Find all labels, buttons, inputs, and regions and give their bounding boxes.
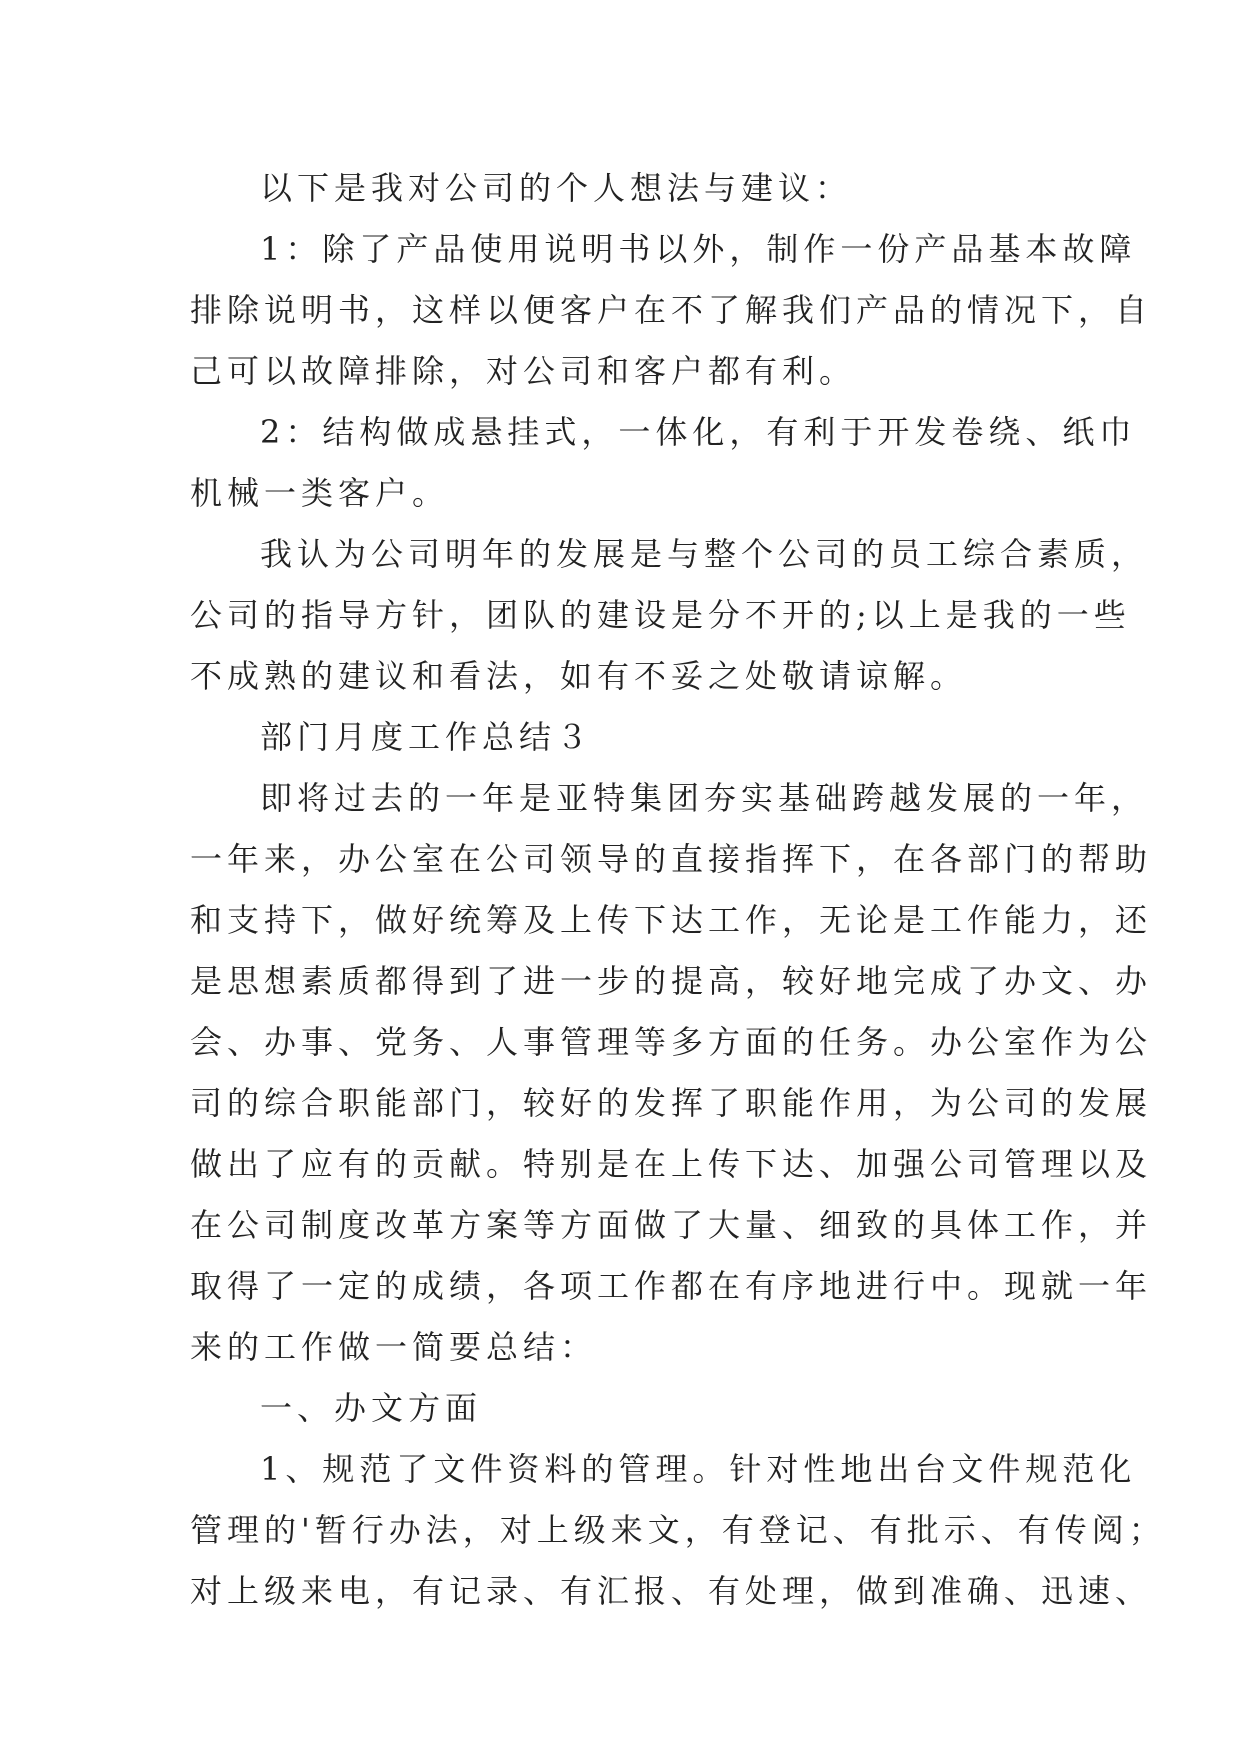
summary-paragraph-line: 即将过去的一年是亚特集团夯实基础跨越发展的一年， [260, 779, 1149, 817]
suggestion-1-line: 己可以故障排除，对公司和客户都有利。 [190, 352, 857, 390]
suggestion-1-line: 1：除了产品使用说明书以外，制作一份产品基本故障 [260, 230, 1137, 268]
suggestion-2-line: 机械一类客户。 [190, 474, 450, 512]
conclusion-paragraph-line: 公司的指导方针，团队的建设是分不开的;以上是我的一些 [190, 596, 1131, 634]
summary-paragraph-line: 会、办事、党务、人事管理等多方面的任务。办公室作为公 [190, 1023, 1153, 1061]
conclusion-paragraph-line: 我认为公司明年的发展是与整个公司的员工综合素质， [260, 535, 1149, 573]
item-paragraph-line: 1、规范了文件资料的管理。针对性地出台文件规范化 [260, 1450, 1137, 1488]
summary-paragraph-line: 在公司制度改革方案等方面做了大量、细致的具体工作，并 [190, 1206, 1153, 1244]
section-heading: 部门月度工作总结３ [260, 718, 594, 756]
summary-paragraph-line: 司的综合职能部门，较好的发挥了职能作用，为公司的发展 [190, 1084, 1153, 1122]
document-body [190, 158, 1166, 1622]
summary-paragraph-line: 和支持下，做好统筹及上传下达工作，无论是工作能力，还 [190, 901, 1153, 939]
conclusion-paragraph-line: 不成熟的建议和看法，如有不妥之处敬请谅解。 [190, 657, 968, 695]
summary-paragraph-line: 做出了应有的贡献。特别是在上传下达、加强公司管理以及 [190, 1145, 1153, 1183]
item-paragraph-line: 管理的'暂行办法，对上级来文，有登记、有批示、有传阅； [190, 1511, 1166, 1549]
suggestion-2-line: 2：结构做成悬挂式，一体化，有利于开发卷绕、纸巾 [260, 413, 1137, 451]
summary-paragraph-line: 来的工作做一简要总结： [190, 1328, 598, 1366]
summary-paragraph-line: 取得了一定的成绩，各项工作都在有序地进行中。现就一年 [190, 1267, 1153, 1305]
summary-paragraph-line: 是思想素质都得到了进一步的提高，较好地完成了办文、办 [190, 962, 1153, 1000]
item-paragraph-line: 对上级来电，有记录、有汇报、有处理，做到准确、迅速、 [190, 1572, 1153, 1610]
paragraph-intro-line: 以下是我对公司的个人想法与建议： [260, 169, 853, 207]
suggestion-1-line: 排除说明书，这样以便客户在不了解我们产品的情况下，自 [190, 291, 1153, 329]
summary-paragraph-line: 一年来，办公室在公司领导的直接指挥下，在各部门的帮助 [190, 840, 1153, 878]
subsection-heading: 一、办文方面 [260, 1389, 483, 1427]
